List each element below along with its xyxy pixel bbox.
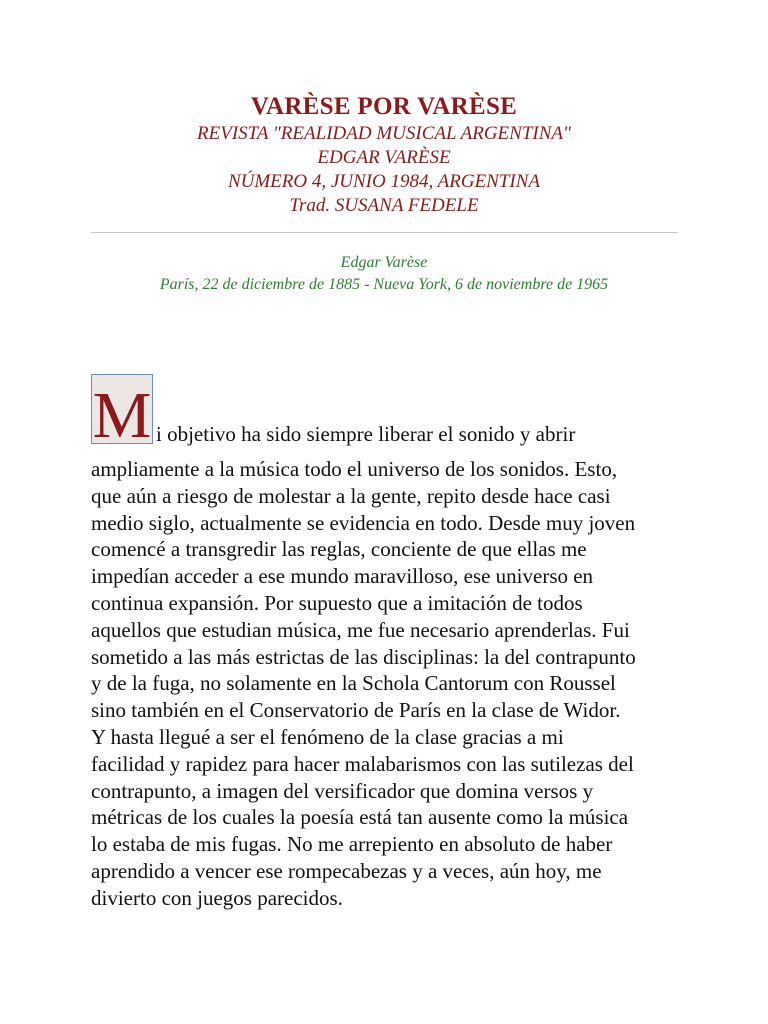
body-line: impedían acceder a ese mundo maravilloso, ese universo en bbox=[91, 564, 594, 589]
horizontal-divider bbox=[91, 232, 678, 233]
body-line: que aún a riesgo de molestar a la gente, repito desde hace casi bbox=[91, 483, 611, 508]
drop-cap-letter: M bbox=[92, 379, 152, 444]
body-line: medio siglo, actualmente se evidencia en todo. Desde muy joven bbox=[91, 510, 636, 535]
body-line: comencé a transgredir las reglas, conciente de que ellas me bbox=[91, 537, 587, 562]
author-dates: París, 22 de diciembre de 1885 - Nueva York, 6 de noviembre de 1965 bbox=[159, 276, 609, 293]
body-line: aprendido a vencer ese rompecabezas y a veces, aún hoy, me bbox=[91, 858, 602, 883]
header-line-magazine: REVISTA "REALIDAD MUSICAL ARGENTINA" bbox=[197, 123, 571, 144]
body-line: ampliamente a la música todo el universo de los sonidos. Esto, bbox=[91, 457, 618, 481]
body-line: contrapunto, a imagen del versificador que domina versos y bbox=[91, 778, 594, 803]
author-block bbox=[0, 252, 768, 296]
body-first-line: i objetivo ha sido siempre liberar el sonido y abrir bbox=[156, 422, 576, 446]
body-line: y de la fuga, no solamente en la Schola Cantorum con Roussel bbox=[91, 671, 616, 696]
body-line: continua expansión. Por supuesto que a imitación de todos bbox=[91, 590, 583, 615]
header-line-issue: NÚMERO 4, JUNIO 1984, ARGENTINA bbox=[227, 171, 541, 192]
body-line: aquellos que estudian música, me fue necesario aprenderlas. Fui bbox=[91, 617, 630, 642]
body-line: divierto con juegos parecidos. bbox=[91, 885, 343, 910]
body-line: lo estaba de mis fugas. No me arrepiento en absoluto de haber bbox=[91, 832, 613, 857]
body-line: sino también en el Conservatorio de París en la clase de Widor. bbox=[91, 698, 621, 723]
body-line: métricas de los cuales la poesía está tan ausente como la música bbox=[91, 805, 629, 830]
document-title: VARÈSE POR VARÈSE bbox=[250, 93, 518, 120]
body-paragraph bbox=[91, 456, 691, 912]
body-line: Y hasta llegué a ser el fenómeno de la clase gracias a mi bbox=[91, 724, 564, 749]
header-line-translator: Trad. SUSANA FEDELE bbox=[289, 195, 479, 216]
drop-cap bbox=[91, 374, 153, 444]
author-name: Edgar Varèse bbox=[340, 254, 428, 271]
body-line: sometido a las más estrictas de las disciplinas: la del contrapunto bbox=[91, 644, 636, 669]
header-line-author: EDGAR VARÈSE bbox=[317, 147, 451, 168]
document-header bbox=[0, 92, 768, 218]
body-line: facilidad y rapidez para hacer malabarismos con las sutilezas del bbox=[91, 751, 634, 776]
